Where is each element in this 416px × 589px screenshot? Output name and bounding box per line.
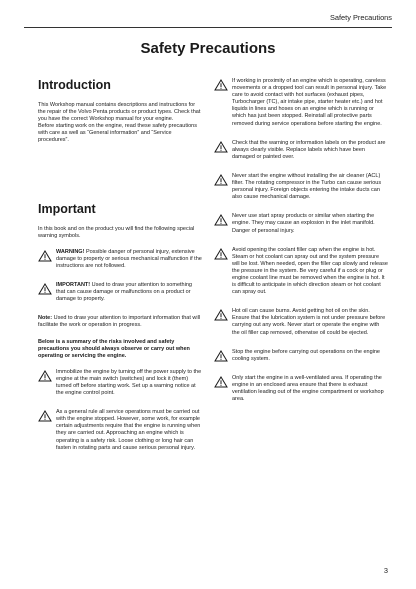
left-column [38, 78, 202, 464]
important-definition-text [56, 282, 202, 303]
safety-item [214, 247, 388, 297]
safety-item [214, 349, 388, 363]
warning-definition [38, 249, 202, 270]
safety-item [214, 213, 388, 234]
warning-triangle-icon [214, 140, 232, 153]
page-title: Safety Precautions [140, 40, 276, 57]
warning-triangle-icon [214, 213, 232, 226]
warning-definition-body: Possible danger of personal injury, extensive damage to property or serious mechanical malfunction if the instructions are not followed. [56, 248, 202, 269]
safety-item-text: Never start the engine without installing the air cleaner (ACL) filter. The rotating compressor in the Turbo can cause serious personal injury. Foreign objects entering the intake ducts can also cause mechanical damage. [232, 172, 382, 201]
warning-triangle-icon [214, 247, 232, 260]
safety-item [38, 409, 202, 452]
note-paragraph [38, 315, 202, 329]
safety-item-text: If working in proximity of an engine which is operating, careless movements or a dropped tool can result in personal injury. Take care to avoid contact with hot surfaces (exhaust pipes, Turbocharger (TC), air intake pipe, starter heater etc.) and hot liquids in lines and hoses on an engine which is running or which has just been stopped. Reinstall all protective parts removed during service operations before starting the engine. [232, 78, 387, 127]
introduction-paragraph: This Workshop manual contains descriptions and instructions for the repair of the Volvo Penta products or product types. Check that you have the correct Workshop manual for your engine. [38, 102, 201, 123]
note-label: Note: [38, 315, 53, 322]
warning-triangle-icon [214, 173, 232, 186]
right-column [214, 78, 388, 415]
safety-item-text: Check that the warning or information labels on the product are always clearly visible. Replace labels which have been damaged or painted over. [232, 139, 386, 160]
header-rule [24, 27, 392, 28]
running-header: Safety Precautions [329, 13, 392, 22]
safety-item-text: Avoid opening the coolant filler cap when the engine is hot. Steam or hot coolant can spray out and the system pressure will be lost. When needed, open the filler cap slowly and release the pressure in the system. Be very careful if a cock or plug or engine coolant line must be removed when the engine is hot. It is difficult to anticipate in which direction steam or hot coolant can spray out. [232, 246, 388, 296]
warning-triangle-icon [214, 349, 232, 362]
important-heading: Important [38, 201, 96, 216]
safety-item-text: Never use start spray products or similar when starting the engine. They may cause an explosion in the inlet manifold. Danger of personal injury. [232, 213, 375, 234]
safety-item-text: Immobilize the engine by turning off the power supply to the engine at the main switch (switches) and lock it (them) turned off before starting work. Set up a warning notice at the engine control point. [56, 368, 202, 397]
safety-item [38, 369, 202, 397]
warning-triangle-icon [214, 375, 232, 388]
safety-item-text: Hot oil can cause burns. Avoid getting hot oil on the skin. Ensure that the lubrication system is not under pressure before carrying out any work. Never start or operate the engine with the oil filler cap removed, otherwise oil could be ejected. [232, 308, 386, 336]
safety-item [214, 173, 388, 201]
warning-triangle-icon [38, 282, 56, 295]
warning-triangle-icon [38, 249, 56, 262]
warning-triangle-icon [214, 78, 232, 91]
introduction-heading: Introduction [38, 78, 111, 92]
safety-item [214, 375, 388, 403]
warning-triangle-icon [38, 369, 56, 382]
warning-label: WARNING! [56, 248, 85, 255]
important-definition-body: Used to draw your attention to something that can cause damage or malfunctions on a product or damage to property. [56, 282, 192, 303]
risk-summary: Below is a summary of the risks involved and safety precautions you should always observe or carry out when operating or servicing the engine. [38, 338, 190, 359]
page-number: 3 [383, 566, 388, 575]
introduction-paragraph-2: Before starting work on the engine, read these safety precautions with care as well as “General information” and “Service procedures”. [38, 123, 197, 144]
safety-item [214, 308, 388, 336]
safety-item-text: Only start the engine in a well-ventilated area. If operating the engine in an enclosed area ensure that there is exhaust ventilation leading out of the engine compartment or workshop area. [232, 374, 384, 403]
important-label: IMPORTANT! [56, 282, 91, 289]
important-intro: In this book and on the product you will find the following special warning symbols. [38, 225, 195, 239]
warning-triangle-icon [214, 308, 232, 321]
safety-item-text: As a general rule all service operations must be carried out with the engine stopped. However, some work, for example certain adjustments require that the engine is running when they are carried out. Approaching an engine which is operating is a safety risk. Loose clothing or long hair can fasten in rotating parts and cause serious personal injury. [56, 409, 201, 451]
safety-item-text: Stop the engine before carrying out operations on the engine cooling system. [232, 348, 380, 362]
warning-triangle-icon [38, 409, 56, 422]
safety-item [214, 78, 388, 128]
warning-definition-text [56, 249, 202, 270]
safety-item [214, 140, 388, 161]
important-definition [38, 282, 202, 303]
note-body: Used to draw your attention to important information that will facilitate the work or operation in progress. [38, 315, 201, 329]
